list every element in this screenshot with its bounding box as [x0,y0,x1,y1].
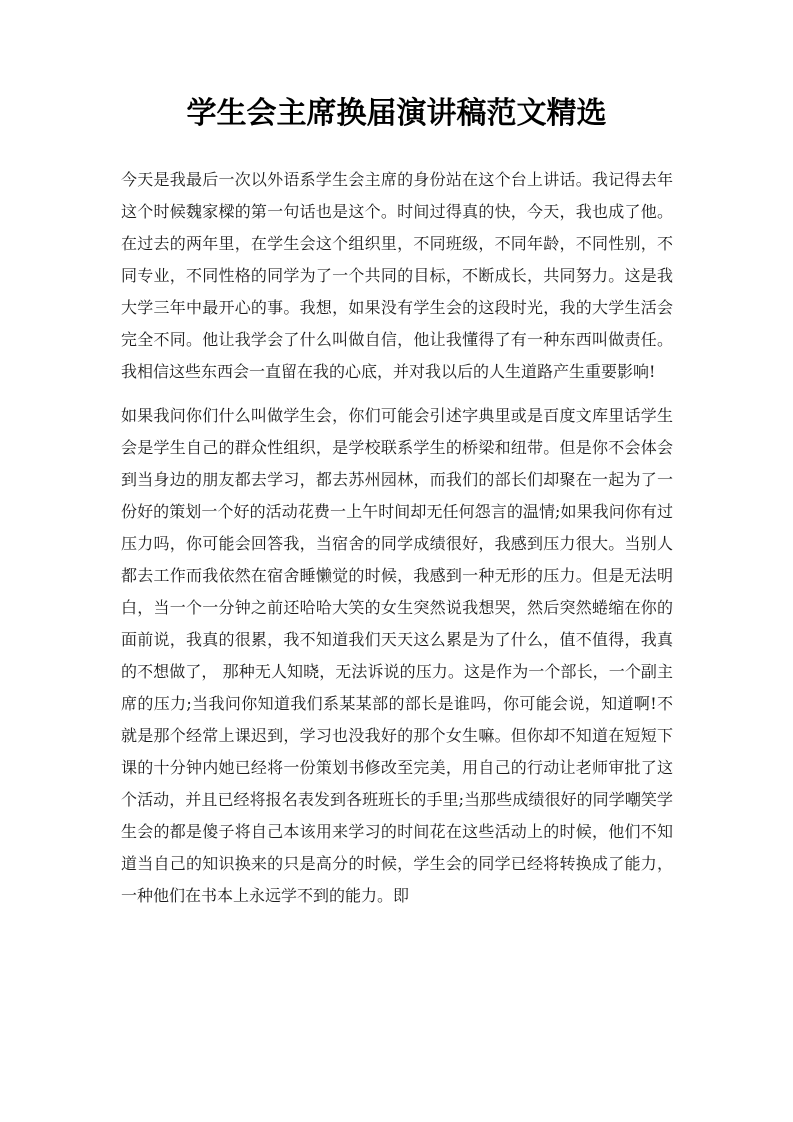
paragraph-2: 如果我问你们什么叫做学生会，你们可能会引述字典里或是百度文库里话学生会是学生自己的群众性组织，是学校联系学生的桥梁和纽带。但是你不会体会到当身边的朋友都去学习，都去苏州园林，而我们的部长们却聚在一起为了一份好的策划一个好的活动花费一上午时间却无任何怨言的温情;如果我问你有过压力吗，你可能会回答我，当宿舍的同学成绩很好，我感到压力很大。当别人都去工作而我依然在宿舍睡懒觉的时候，我感到一种无形的压力。但是无法明白，当一个一分钟之前还哈哈大笑的女生突然说我想哭，然后突然蜷缩在你的面前说，我真的很累，我不知道我们天天这么累是为了什么，值不值得，我真的不想做了， 那种无人知晓，无法诉说的压力。这是作为一个部长，一个副主席的压力;当我问你知道我们系某某部的部长是谁吗，你可能会说，知道啊!不就是那个经常上课迟到，学习也没我好的那个女生嘛。但你却不知道在短短下课的十分钟内她已经将一份策划书修改至完美，用自己的行动让老师审批了这个活动，并且已经将报名表发到各班班长的手里;当那些成绩很好的同学嘲笑学生会的都是傻子将自己本该用来学习的时间花在这些活动上的时候，他们不知道当自己的知识换来的只是高分的时候，学生会的同学已经将转换成了能力，一种他们在书本上永远学不到的能力。即 [121,406,673,905]
document-body [121,164,673,912]
paragraph-1: 今天是我最后一次以外语系学生会主席的身份站在这个台上讲话。我记得去年这个时候魏家樑的第一句话也是这个。时间过得真的快，今天，我也成了他。在过去的两年里，在学生会这个组织里，不同班级，不同年龄，不同性别，不同专业，不同性格的同学为了一个共同的目标，不断成长，共同努力。这是我大学三年中最开心的事。我想，如果没有学生会的这段时光，我的大学生活会完全不同。他让我学会了什么叫做自信，他让我懂得了有一种东西叫做责任。我相信这些东西会一直留在我的心底，并对我以后的人生道路产生重要影响! [121,170,673,381]
page-title: 学生会主席换届演讲稿范文精选 [186,96,607,131]
